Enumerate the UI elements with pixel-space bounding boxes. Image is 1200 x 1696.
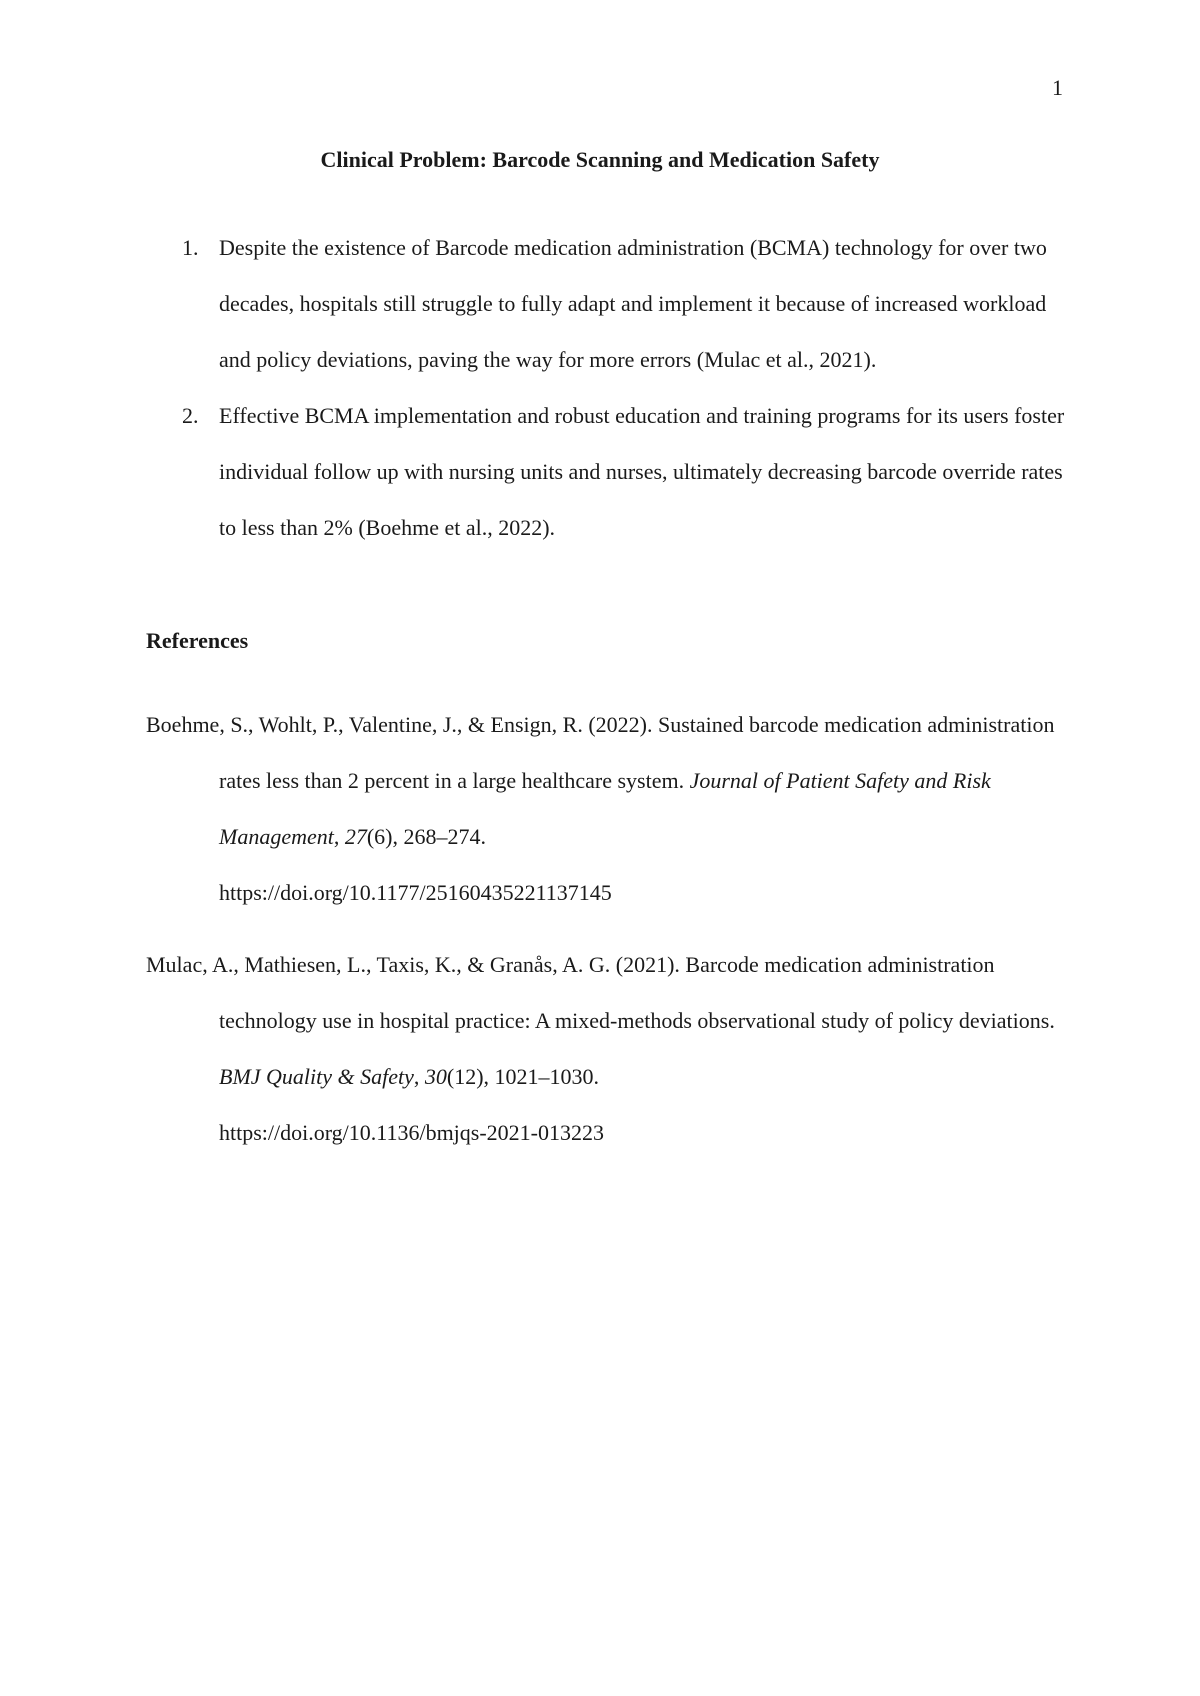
- reference-doi: https://doi.org/10.1177/25160435221137145: [219, 880, 612, 905]
- reference-entry: [146, 697, 1066, 921]
- reference-entry: [146, 937, 1066, 1161]
- reference-separator: ,: [413, 1064, 425, 1089]
- reference-citation: Mulac, A., Mathiesen, L., Taxis, K., & Granås, A. G. (2021). Barcode medication administration technology use in hospital practice: A mixed-methods observational study of policy deviations.: [146, 952, 1055, 1033]
- reference-journal: BMJ Quality & Safety: [219, 1064, 414, 1089]
- list-item-number: 2.: [182, 403, 199, 428]
- reference-issue-pages: (6), 268–274.: [366, 824, 487, 849]
- reference-citation: Boehme, S., Wohlt, P., Valentine, J., & Ensign, R. (2022). Sustained barcode medication administration rates less than 2 percent in a large healthcare system.: [146, 712, 1055, 793]
- reference-list: [146, 697, 1066, 1161]
- reference-volume: 30: [424, 1064, 447, 1089]
- list-item: [146, 388, 1066, 556]
- reference-journal: Journal of Patient Safety and Risk Management: [219, 768, 991, 849]
- list-item: [146, 220, 1066, 388]
- reference-doi: https://doi.org/10.1136/bmjqs-2021-013223: [219, 1120, 605, 1145]
- list-item-text: Despite the existence of Barcode medication administration (BCMA) technology for over two decades, hospitals still struggle to fully adapt and implement it because of increased workload and policy deviations, paving the way for more errors (Mulac et al., 2021).: [219, 235, 1047, 372]
- list-item-number: 1.: [182, 235, 199, 260]
- reference-issue-pages: (12), 1021–1030.: [446, 1064, 600, 1089]
- reference-separator: ,: [333, 824, 345, 849]
- reference-volume: 27: [344, 824, 367, 849]
- document-title: Clinical Problem: Barcode Scanning and Medication Safety: [320, 147, 880, 172]
- page-number: 1: [1052, 75, 1063, 100]
- references-heading: References: [146, 628, 249, 653]
- list-item-text: Effective BCMA implementation and robust education and training programs for its users foster individual follow up with nursing units and nurses, ultimately decreasing barcode override rates to less than 2% (Boehme et al., 2022).: [219, 403, 1065, 540]
- numbered-list: [146, 220, 1066, 556]
